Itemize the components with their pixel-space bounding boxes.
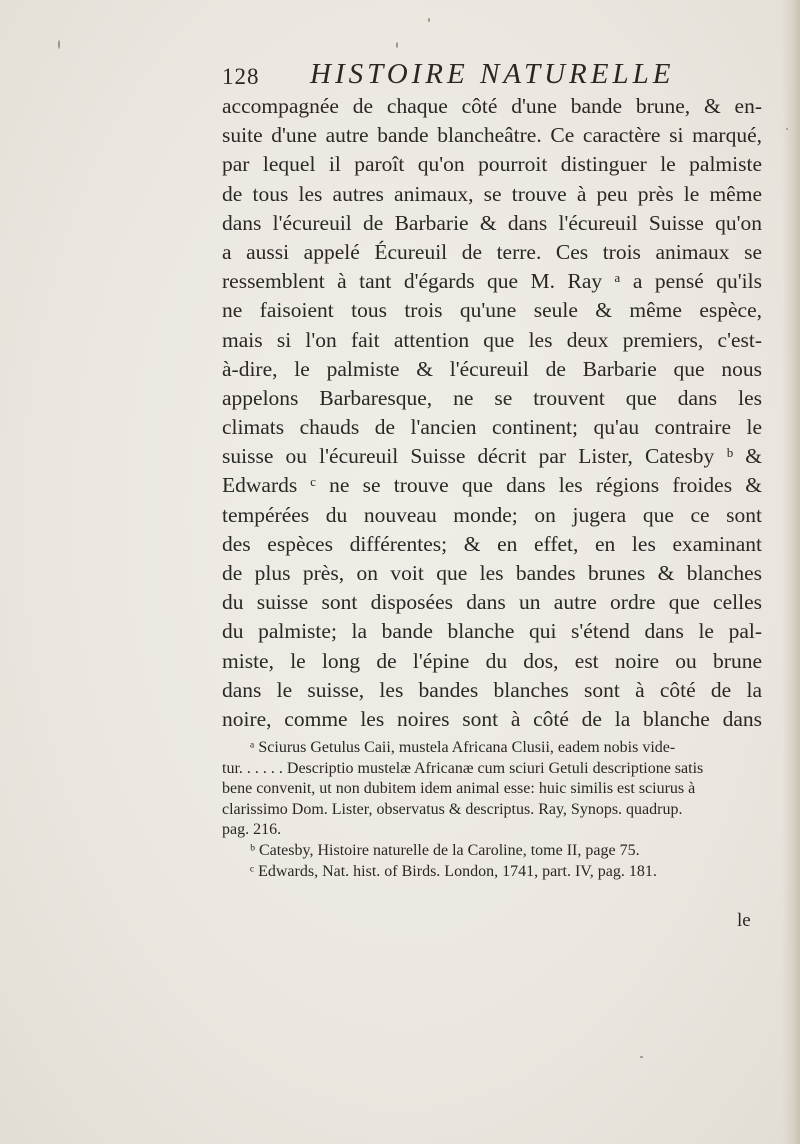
catch-word: le bbox=[737, 910, 751, 931]
text-line: accompagnée de chaque côté d'une bande brune, & en- bbox=[222, 94, 762, 118]
text-line: ressemblent à tant d'égards que M. Ray ᵃ a pensé qu'ils bbox=[222, 269, 762, 294]
text-line: des espèces différentes; & en effet, en les examinant bbox=[222, 531, 762, 556]
text-line: ne faisoient tous trois qu'une seule & même espèce, bbox=[222, 298, 762, 323]
paper-speck bbox=[640, 1056, 643, 1058]
paper-speck bbox=[786, 128, 788, 130]
text-line: miste, le long de l'épine du dos, est noire ou brune bbox=[222, 648, 762, 673]
footnote-line: clarissimo Dom. Lister, observatus & descriptus. Ray, Synops. quadrup. bbox=[222, 800, 683, 818]
text-line: tempérées du nouveau monde; on jugera que ce sont bbox=[222, 502, 762, 527]
text-line: mais si l'on fait attention que les deux premiers, c'est- bbox=[222, 327, 762, 352]
text-line: dans le suisse, les bandes blanches sont à côté de la bbox=[222, 677, 762, 702]
paper-speck bbox=[58, 40, 60, 49]
footnote-line: ᶜ Edwards, Nat. hist. of Birds. London, 1741, part. IV, pag. 181. bbox=[250, 862, 657, 880]
text-line: dans l'écureuil de Barbarie & dans l'écureuil Suisse qu'on bbox=[222, 210, 762, 235]
page-number: 128 bbox=[222, 64, 260, 89]
footnotes bbox=[222, 738, 762, 882]
text-line: noire, comme les noires sont à côté de la blanche dans bbox=[222, 706, 762, 731]
paper-speck bbox=[396, 42, 398, 48]
footnote-line: ᵃ Sciurus Getulus Caii, mustela Africana Clusii, eadem nobis vide- bbox=[250, 739, 676, 756]
body-text bbox=[222, 92, 762, 734]
text-line: à-dire, le palmiste & l'écureuil de Barbarie que nous bbox=[222, 356, 762, 381]
text-line: appelons Barbaresque, ne se trouvent que dans les bbox=[222, 385, 762, 410]
running-title: HISTOIRE NATURELLE bbox=[310, 58, 675, 90]
text-line: suisse ou l'écureuil Suisse décrit par Lister, Catesby ᵇ & bbox=[222, 444, 762, 469]
text-line: de plus près, on voit que les bandes brunes & blanches bbox=[222, 561, 762, 585]
text-line: de tous les autres animaux, se trouve à peu près le même bbox=[222, 181, 762, 206]
text-line: suite d'une autre bande blancheâtre. Ce caractère si marqué, bbox=[222, 123, 762, 148]
paper-speck bbox=[428, 18, 430, 22]
footnote-line: tur. . . . . . Descriptio mustelæ Africanæ cum sciuri Getuli descriptione satis bbox=[222, 759, 704, 777]
text-line: Edwards ᶜ ne se trouve que dans les régions froides & bbox=[222, 473, 762, 498]
page-edge-shadow bbox=[782, 0, 800, 1144]
text-line: climats chauds de l'ancien continent; qu'au contraire le bbox=[222, 415, 762, 440]
footnote-line: bene convenit, ut non dubitem idem animal esse: huic similis est sciurus à bbox=[222, 780, 696, 798]
text-line: a aussi appelé Écureuil de terre. Ces trois animaux se bbox=[222, 239, 762, 264]
footnote-line: pag. 216. bbox=[222, 821, 282, 839]
text-line: du palmiste; la bande blanche qui s'étend dans le pal- bbox=[222, 619, 762, 644]
text-line: du suisse sont disposées dans un autre ordre que celles bbox=[222, 590, 762, 615]
footnote-line: ᵇ Catesby, Histoire naturelle de la Caroline, tome II, page 75. bbox=[250, 841, 640, 859]
text-line: par lequel il paroît qu'on pourroit distinguer le palmiste bbox=[222, 152, 762, 177]
